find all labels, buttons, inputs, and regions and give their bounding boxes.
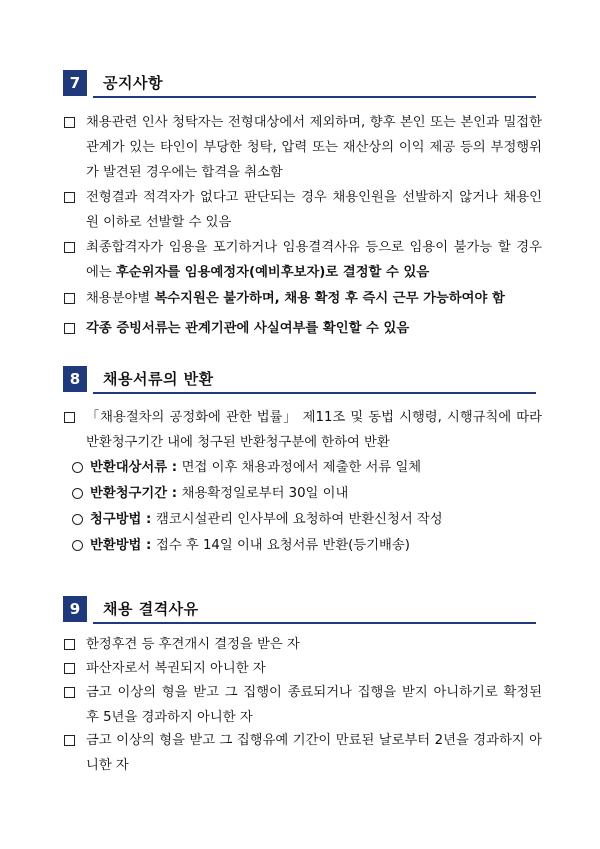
checkbox-bullet-icon [64, 735, 75, 746]
subitem-label: 반환방법 : [90, 538, 156, 553]
disqualification-item-3 [64, 680, 542, 730]
circle-bullet-icon [72, 462, 83, 473]
return-subitem-3 [72, 507, 532, 532]
disqualification-item-2 [64, 656, 542, 681]
circle-bullet-icon [72, 514, 83, 525]
section-7-header [63, 70, 536, 100]
notice-text-bold: 후순위자를 임용예정자(예비후보자)로 결정할 수 있음 [115, 265, 430, 280]
section-number: 9 [63, 596, 87, 622]
section-title: 공지사항 [103, 74, 163, 92]
notice-text: 채용관련 인사 청탁자는 전형대상에서 제외하며, 향후 본인 또는 본인과 밀접한 관계가 있는 타인이 부당한 청탁, 압력 또는 재산상의 이익 제공 등의 부정행위가 발견된 경우에는 합격을 취소함 [86, 115, 542, 180]
notice-item-5 [64, 316, 542, 341]
disqualification-text: 금고 이상의 형을 받고 그 집행유예 기간이 만료된 날로부터 2년을 경과하지 아니한 자 [86, 733, 542, 773]
notice-item-3 [64, 235, 542, 285]
disqualification-item-1 [64, 632, 542, 657]
checkbox-bullet-icon [64, 687, 75, 698]
notice-text-bold: 복수지원은 불가하며, 채용 확정 후 즉시 근무 가능하여야 함 [154, 291, 505, 306]
return-subitem-1 [72, 455, 532, 480]
checkbox-bullet-icon [64, 117, 75, 128]
circle-bullet-icon [72, 540, 83, 551]
checkbox-bullet-icon [64, 293, 75, 304]
disqualification-text: 한정후견 등 후견개시 결정을 받은 자 [86, 637, 300, 652]
section-divider [93, 622, 536, 624]
disqualification-text: 파산자로서 복권되지 아니한 자 [86, 661, 266, 676]
return-text: 「채용절차의 공정화에 관한 법률」 제11조 및 동법 시행령, 시행규칙에 따라 반환청구기간 내에 청구된 반환청구분에 한하여 반환 [86, 410, 542, 450]
subitem-label: 반환청구기간 : [90, 486, 182, 501]
subitem-text: 접수 후 14일 이내 요청서류 반환(등기배송) [155, 538, 410, 553]
notice-text: 채용분야별 [86, 291, 155, 306]
subitem-text: 채용확정일로부터 30일 이내 [181, 486, 349, 501]
notice-text: 전형결과 적격자가 없다고 판단되는 경우 채용인원을 선발하지 않거나 채용인원 이하로 선발할 수 있음 [86, 190, 542, 230]
notice-text-bold: 각종 증빙서류는 관계기관에 사실여부를 확인할 수 있음 [86, 321, 410, 336]
disqualification-item-4 [64, 728, 542, 778]
notice-item-1 [64, 110, 542, 185]
section-title: 채용서류의 반환 [103, 370, 214, 388]
notice-item-4 [64, 286, 542, 311]
return-subitem-4 [72, 533, 532, 558]
subitem-text: 면접 이후 채용과정에서 제출한 서류 일체 [181, 460, 422, 475]
subitem-text: 캠코시설관리 인사부에 요청하여 반환신청서 작성 [155, 512, 443, 527]
checkbox-bullet-icon [64, 663, 75, 674]
section-divider [93, 96, 536, 98]
section-8-header [63, 366, 536, 396]
section-title: 채용 결격사유 [103, 600, 199, 618]
subitem-label: 반환대상서류 : [90, 460, 182, 475]
subitem-label: 청구방법 : [90, 512, 156, 527]
circle-bullet-icon [72, 488, 83, 499]
section-divider [93, 392, 536, 394]
checkbox-bullet-icon [64, 192, 75, 203]
return-item-1 [64, 405, 542, 455]
checkbox-bullet-icon [64, 639, 75, 650]
disqualification-text: 금고 이상의 형을 받고 그 집행이 종료되거나 집행을 받지 아니하기로 확정된 후 5년을 경과하지 아니한 자 [86, 685, 542, 725]
section-number: 8 [63, 366, 87, 392]
checkbox-bullet-icon [64, 412, 75, 423]
notice-text: 최종합격자가 임용을 포기하거나 임용결격사유 등으로 임용이 불가능 할 경우에는 [86, 240, 542, 280]
section-number: 7 [63, 70, 87, 96]
checkbox-bullet-icon [64, 242, 75, 253]
checkbox-bullet-icon [64, 323, 75, 334]
notice-item-2 [64, 185, 542, 235]
section-9-header [63, 596, 536, 626]
return-subitem-2 [72, 481, 532, 506]
